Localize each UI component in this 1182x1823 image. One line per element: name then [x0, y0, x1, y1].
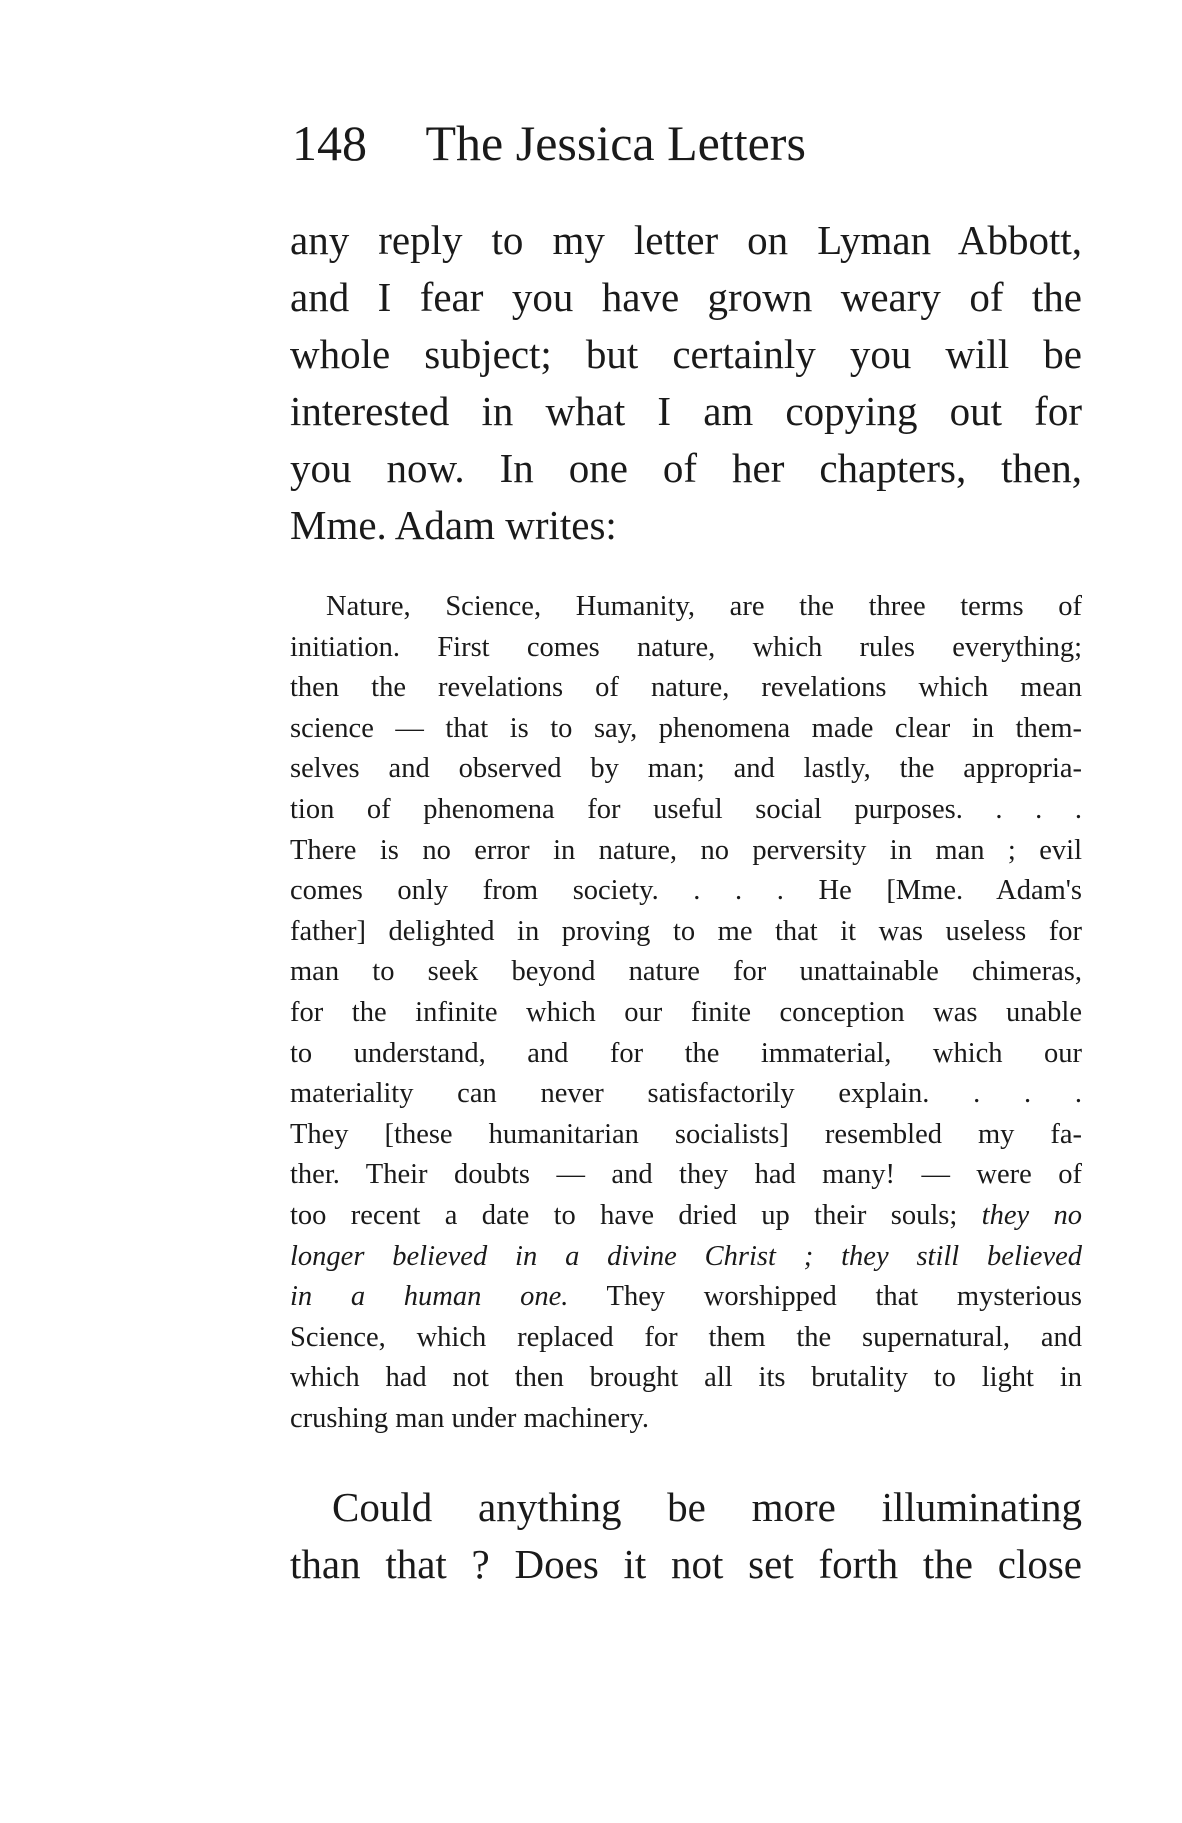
quote-line: ther. Their doubts — and they had many! — were of: [290, 1159, 1082, 1191]
quote-line: [290, 1237, 1082, 1278]
running-head: [292, 108, 932, 178]
opening-paragraph: [290, 212, 1082, 554]
text-line: you now. In one of her chapters, then,: [290, 445, 1082, 491]
italic-passage: they no: [981, 1199, 1082, 1231]
quote-line: science — that is to say, phenomena made clear in them-: [290, 712, 1082, 744]
block-quotation: [290, 587, 1082, 1439]
quote-line: initiation. First comes nature, which rules everything;: [290, 631, 1082, 663]
quote-line-text: They worshipped that mysterious: [606, 1281, 1082, 1313]
text-line: any reply to my letter on Lyman Abbott,: [290, 217, 1082, 263]
page-number: 148: [292, 115, 367, 171]
quote-line: [290, 1196, 1082, 1237]
closing-paragraph: [290, 1479, 1082, 1593]
quote-line: selves and observed by man; and lastly, the appropria-: [290, 753, 1082, 785]
text-line: Mme. Adam writes:: [290, 502, 617, 548]
quote-line: to understand, and for the immaterial, which our: [290, 1037, 1082, 1069]
quote-line: tion of phenomena for useful social purposes. . . .: [290, 793, 1082, 825]
text-line: and I fear you have grown weary of the: [290, 274, 1082, 320]
quote-line: They [these humanitarian socialists] resembled my fa-: [290, 1118, 1082, 1150]
quote-line: then the revelations of nature, revelations which mean: [290, 672, 1082, 704]
quote-line: Science, which replaced for them the supernatural, and: [290, 1321, 1082, 1353]
text-line: than that ? Does it not set forth the close: [290, 1541, 1082, 1587]
quote-line: comes only from society. . . . He [Mme. Adam's: [290, 875, 1082, 907]
quote-line: There is no error in nature, no perversity in man ; evil: [290, 834, 1082, 866]
quote-line: materiality can never satisfactorily explain. . . .: [290, 1078, 1082, 1110]
text-line: Could anything be more illuminating: [332, 1484, 1082, 1530]
italic-passage: in a human one.: [290, 1281, 569, 1313]
quote-line: [290, 1277, 1082, 1318]
text-line: whole subject; but certainly you will be: [290, 331, 1082, 377]
italic-passage: longer believed in a divine Christ ; they still believed: [290, 1240, 1082, 1272]
quote-line: Nature, Science, Humanity, are the three terms of: [326, 591, 1082, 622]
book-title: The Jessica Letters: [425, 115, 806, 171]
quote-line: which had not then brought all its brutality to light in: [290, 1362, 1082, 1394]
text-line: interested in what I am copying out for: [290, 388, 1082, 434]
quote-line: for the infinite which our finite conception was unable: [290, 996, 1082, 1028]
quote-line: crushing man under machinery.: [290, 1402, 650, 1434]
quote-line-text: too recent a date to have dried up their souls;: [290, 1199, 958, 1231]
quote-line: man to seek beyond nature for unattainable chimeras,: [290, 956, 1082, 988]
quote-line: father] delighted in proving to me that it was useless for: [290, 915, 1082, 947]
